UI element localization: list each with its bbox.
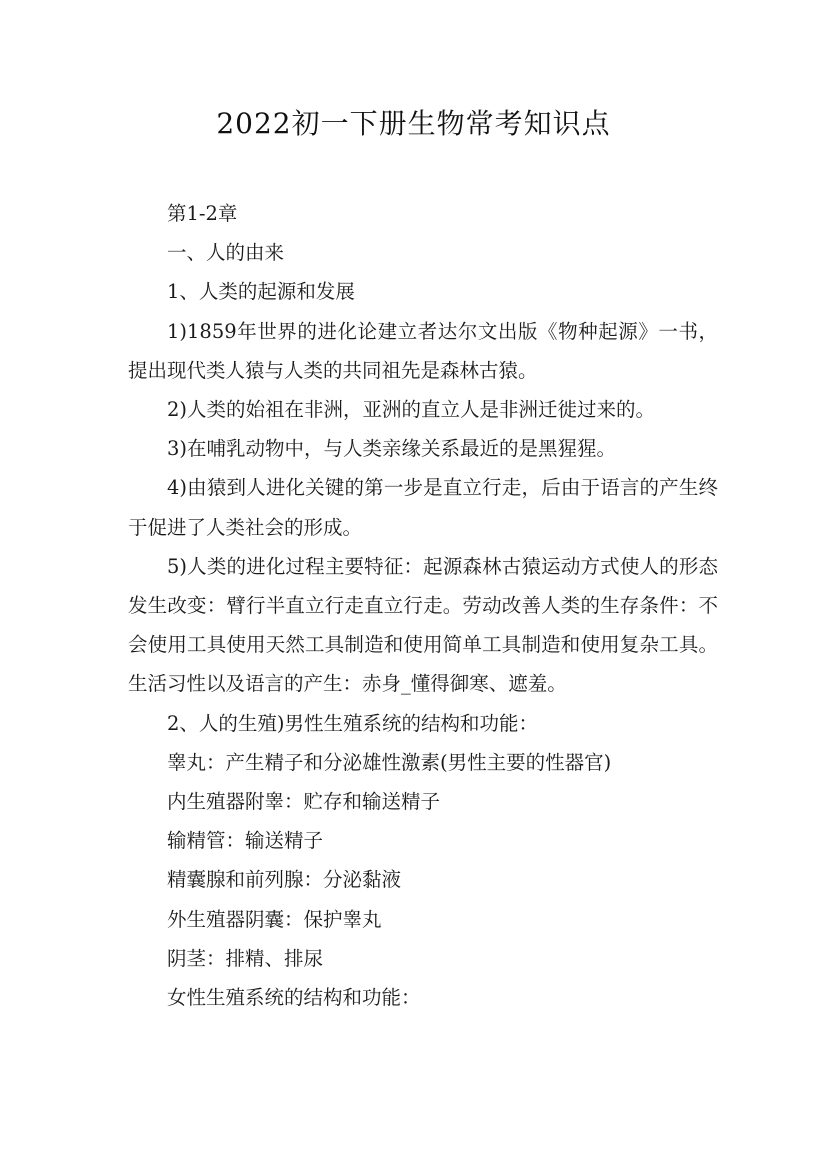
paragraph-scrotum: 外生殖器阴囊：保护睾丸	[167, 907, 382, 931]
paragraph-africa-origin: 2)人类的始祖在非洲，亚洲的直立人是非洲迁徙过来的。	[167, 398, 656, 422]
paragraph-chapter-heading: 第1-2章	[167, 202, 238, 225]
paragraph-evolution-features: 5)人类的进化过程主要特征：起源森林古猿运动方式使人的形态发生改变：臂行半直立行走直立行走。劳动改善人类的生存条件：不会使用工具使用天然工具制造和使用简单工具制造和使用复杂工具。生活习性以及语言的产生：赤身_懂得御寒、遮羞。	[128, 554, 718, 696]
paragraph-female-reproduction: 女性生殖系统的结构和功能：	[167, 986, 421, 1010]
paragraph-testis: 睾丸：产生精子和分泌雄性激素(男性主要的性器官)	[167, 750, 612, 774]
paragraph-penis: 阴茎：排精、排尿	[167, 946, 324, 970]
paragraph-glands: 精囊腺和前列腺：分泌黏液	[167, 868, 402, 892]
paragraph-male-reproduction: 2、人的生殖)男性生殖系统的结构和功能：	[167, 711, 539, 735]
paragraph-chimpanzee: 3)在哺乳动物中，与人类亲缘关系最近的是黑猩猩。	[167, 437, 617, 461]
paragraph-subsection-origin: 1、人类的起源和发展	[167, 280, 355, 304]
paragraph-section-heading: 一、人的由来	[167, 241, 285, 265]
paragraph-upright-walking: 4)由猿到人进化关键的第一步是直立行走，后由于语言的产生终于促进了人类社会的形成。	[128, 476, 718, 539]
document-body	[128, 194, 718, 1017]
paragraph-darwin: 1)1859年世界的进化论建立者达尔文出版《物种起源》一书，提出现代类人猿与人类的共同祖先是森林古猿。	[128, 319, 718, 382]
paragraph-vas-deferens: 输精管：输送精子	[167, 829, 324, 853]
document-title: 2022初一下册生物常考知识点	[216, 107, 611, 140]
paragraph-epididymis: 内生殖器附睾：贮存和输送精子	[167, 790, 441, 814]
